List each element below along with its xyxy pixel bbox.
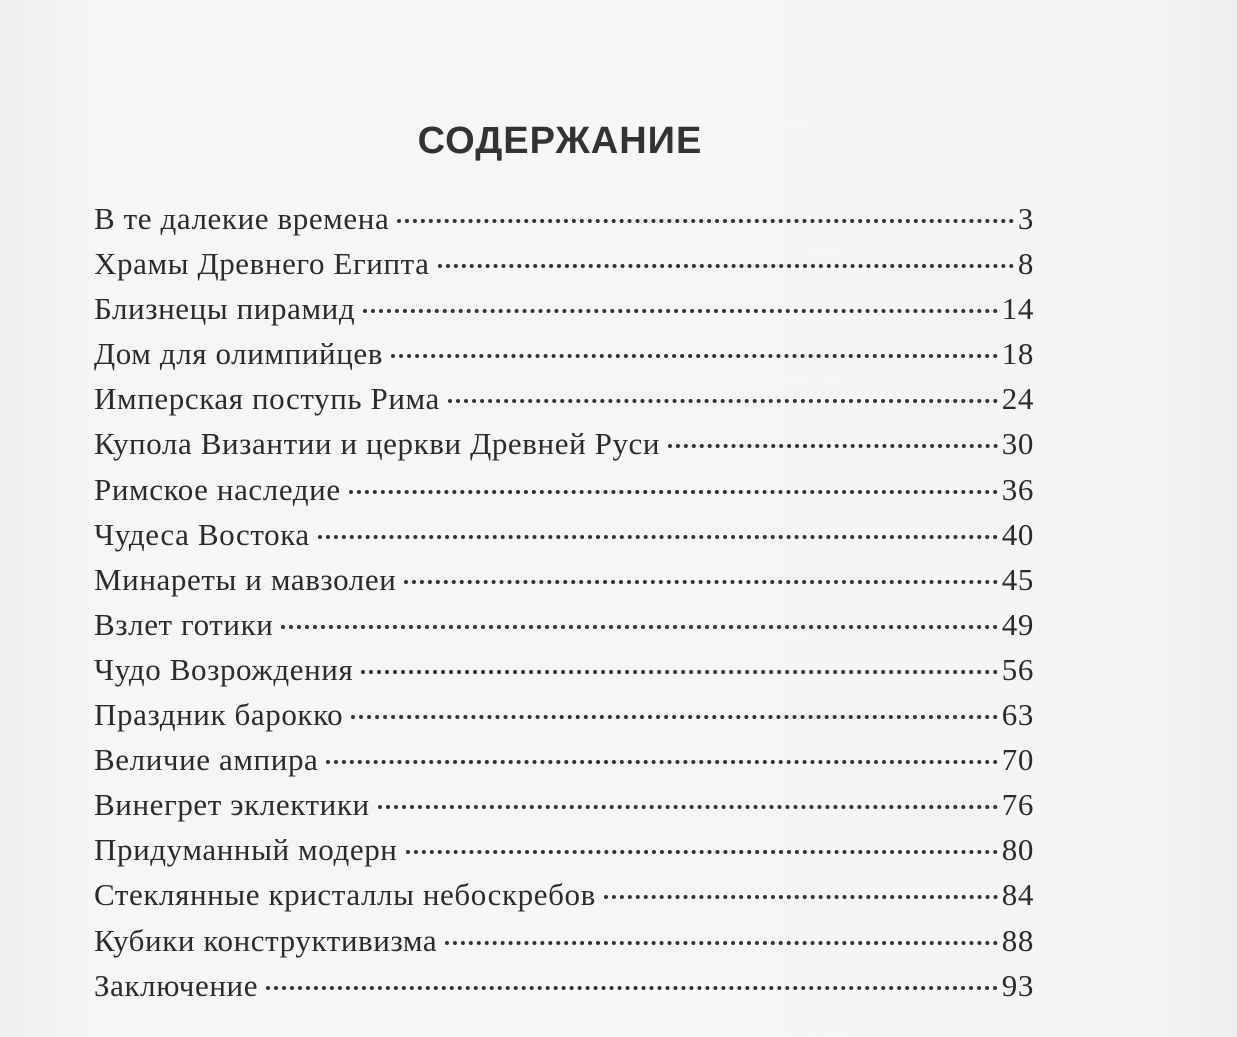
toc-entry-title: Величие ампира <box>94 742 319 778</box>
toc-entry-page: 84 <box>1001 877 1034 913</box>
dot-leader <box>391 354 998 358</box>
toc-entry-title: Близнецы пирамид <box>94 291 356 327</box>
toc-entry-title: Заключение <box>94 967 259 1003</box>
toc-entry <box>94 827 1034 872</box>
toc-entry <box>94 692 1034 737</box>
toc-entry-page: 56 <box>1001 651 1034 687</box>
toc-entry-title: Взлет готики <box>94 606 274 642</box>
dot-leader <box>349 490 998 494</box>
toc-entry <box>94 737 1034 782</box>
toc-entry-title: Храмы Древнего Египта <box>94 246 430 282</box>
toc-entry <box>94 918 1034 963</box>
toc-entry-title: Дом для олимпийцев <box>94 336 383 372</box>
toc-entry-title: Придуманный модерн <box>94 832 398 868</box>
toc-entry-title: Праздник барокко <box>94 697 344 733</box>
toc-entry-page: 24 <box>1001 381 1034 417</box>
toc-entry <box>94 647 1034 692</box>
toc-entry <box>94 512 1034 557</box>
dot-leader <box>445 941 998 945</box>
dot-leader <box>406 850 998 854</box>
dot-leader <box>266 986 998 990</box>
toc-entry-page: 18 <box>1001 336 1034 372</box>
toc-entry-page: 49 <box>1001 606 1034 642</box>
toc-entry-title: Кубики конструктивизма <box>94 922 438 958</box>
toc-entry-page: 36 <box>1001 471 1034 507</box>
toc-entry-page: 70 <box>1001 742 1034 778</box>
toc-entry-page: 93 <box>1001 967 1034 1003</box>
toc-entry <box>94 963 1034 1008</box>
toc-entry <box>94 331 1034 376</box>
toc-entry-page: 14 <box>1001 291 1034 327</box>
dot-leader <box>438 264 1014 268</box>
toc-entry-title: Купола Византии и церкви Древней Руси <box>94 426 661 462</box>
toc-entry-title: Чудо Возрождения <box>94 651 354 687</box>
dot-leader <box>326 760 997 764</box>
toc-entry-page: 40 <box>1001 516 1034 552</box>
toc-entry-title: Римское наследие <box>94 471 341 507</box>
toc-entry-page: 80 <box>1001 832 1034 868</box>
toc-entry-page: 3 <box>1017 201 1034 236</box>
toc-entry <box>94 467 1034 512</box>
toc-entry-title: Стеклянные кристаллы небоскребов <box>94 877 596 913</box>
dot-leader <box>397 219 1014 223</box>
toc-entry <box>94 421 1034 466</box>
toc-entry <box>94 602 1034 647</box>
toc-entry-page: 30 <box>1001 426 1034 462</box>
toc-entry <box>94 241 1034 286</box>
dot-leader <box>318 535 998 539</box>
toc-entry-page: 63 <box>1001 697 1034 733</box>
dot-leader <box>378 805 998 809</box>
dot-leader <box>351 715 998 719</box>
page-title: СОДЕРЖАНИЕ <box>417 120 703 162</box>
toc-entry <box>94 376 1034 421</box>
toc-entry-page: 88 <box>1001 922 1034 958</box>
dot-leader <box>448 399 998 403</box>
dot-leader <box>281 625 997 629</box>
dot-leader <box>668 444 998 448</box>
toc-entry <box>94 872 1034 917</box>
dot-leader <box>604 895 998 899</box>
dot-leader <box>363 309 998 313</box>
toc-entry-title: Имперская поступь Рима <box>94 381 440 417</box>
toc-entry-page: 76 <box>1001 787 1034 823</box>
dot-leader <box>404 580 997 584</box>
dot-leader <box>361 670 997 674</box>
toc-entry <box>94 557 1034 602</box>
toc-entry-title: В те далекие времена <box>94 201 390 236</box>
toc-entry-page: 45 <box>1001 561 1034 597</box>
toc-entry-title: Винегрет эклектики <box>94 787 370 823</box>
table-of-contents <box>94 196 1034 1008</box>
toc-entry <box>94 196 1034 241</box>
toc-entry-title: Минареты и мавзолеи <box>94 561 397 597</box>
toc-entry-title: Чудеса Востока <box>94 516 310 552</box>
toc-entry-page: 8 <box>1017 246 1034 282</box>
toc-entry <box>94 782 1034 827</box>
toc-entry <box>94 286 1034 331</box>
